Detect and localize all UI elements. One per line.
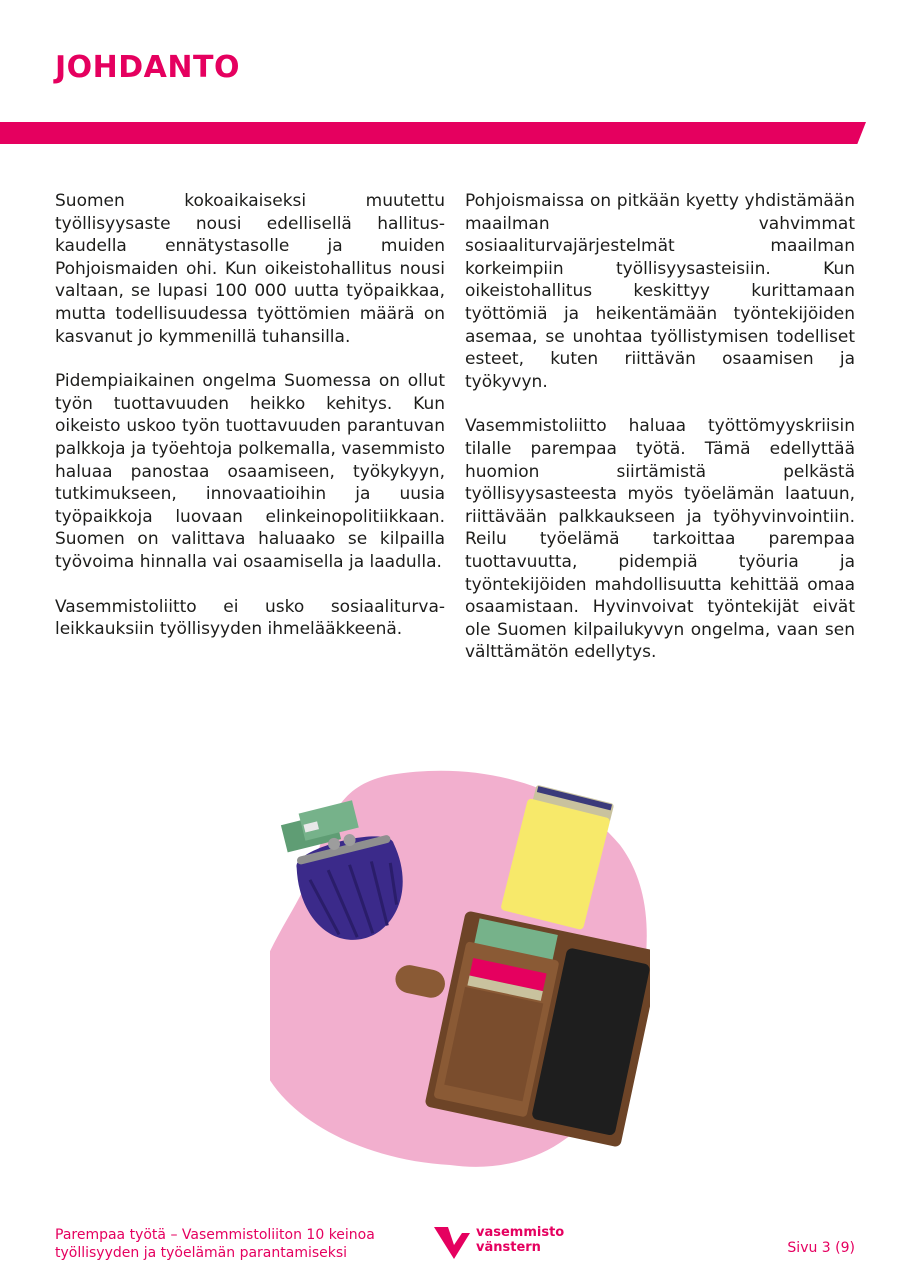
- paragraph: Suomen kokoaikaiseksi muutettu työllisyysaste nousi edellisellä hallituskaudella ennätystasolle ja muiden Pohjoismaiden ohi. Kun oikeistohallitus nousi valtaan, se lupasi 100 000 uutta työpaikkaa, mutta todellisuudessa työttömien määrä on kasvanut jo kymmenillä tuhansilla.: [55, 191, 445, 347]
- page-number: Sivu 3 (9): [787, 1240, 855, 1256]
- footer-line: Parempaa työtä – Vasemmistoliiton 10 keinoa: [55, 1227, 375, 1243]
- footer-publication: [55, 1226, 375, 1262]
- header-band: [0, 122, 866, 144]
- paragraph: Pidempiaikainen ongelma Suomessa on ollut työn tuottavuuden heikko kehitys. Kun oikeisto uskoo työn tuottavuuden parantuvan palkkoja ja työehtoja polkemalla, vasemmisto haluaa panostaa osaamiseen, työkykyyn, tutkimukseen, innovaatioihin ja uusia työpaikkoja luovaan elinkeinopolitiikkaan. Suomen on valittava haluaako se kilpailla työvoima hinnalla vai osaamisella ja laadulla.: [55, 371, 445, 572]
- paragraph: Vasemmistoliitto ei usko sosiaaliturvaleikkauksiin työllisyyden ihmelääkkeenä.: [55, 596, 445, 640]
- wallets-illustration: [270, 765, 650, 1185]
- page-title: JOHDANTO: [55, 50, 240, 85]
- paragraph: Vasemmistoliitto haluaa työttömyyskriisin tilalle parempaa työtä. Tämä edellyttää huomion siirtämistä pelkästä työllisyysasteesta myös työelämän laatuun, riittävään palkkaukseen ja työhyvinvointiin. Reilu työelämä tarkoittaa parempaa tuottavuutta, pidempiä työuria ja työntekijöiden mahdollisuutta kehittää omaa osaamistaan. Hyvinvoivat työntekijät eivät ole Suomen kilpailukyvyn ongelma, vaan sen välttämätön edellytys.: [465, 416, 855, 663]
- paragraph: Pohjoismaissa on pitkään kyetty yhdistämään maailman vahvimmat sosiaaliturvajärjestelmät maailman korkeimpiin työllisyysasteisiin. Kun oikeistohallitus keskittyy kurittamaan työttömiä ja heikentämään työntekijöiden asemaa, se unohtaa työllistymisen todelliset esteet, kuten riittävän osaamisen ja työkyvyn.: [465, 191, 855, 392]
- right-column: [465, 190, 855, 686]
- vasemmisto-logo: [432, 1225, 564, 1261]
- left-column: [55, 190, 445, 663]
- footer-line: työllisyyden ja työelämän parantamiseksi: [55, 1245, 348, 1261]
- logo-text: vasemmisto: [476, 1225, 565, 1240]
- logo-text: vänstern: [476, 1240, 541, 1255]
- v-logo-icon: [432, 1225, 472, 1261]
